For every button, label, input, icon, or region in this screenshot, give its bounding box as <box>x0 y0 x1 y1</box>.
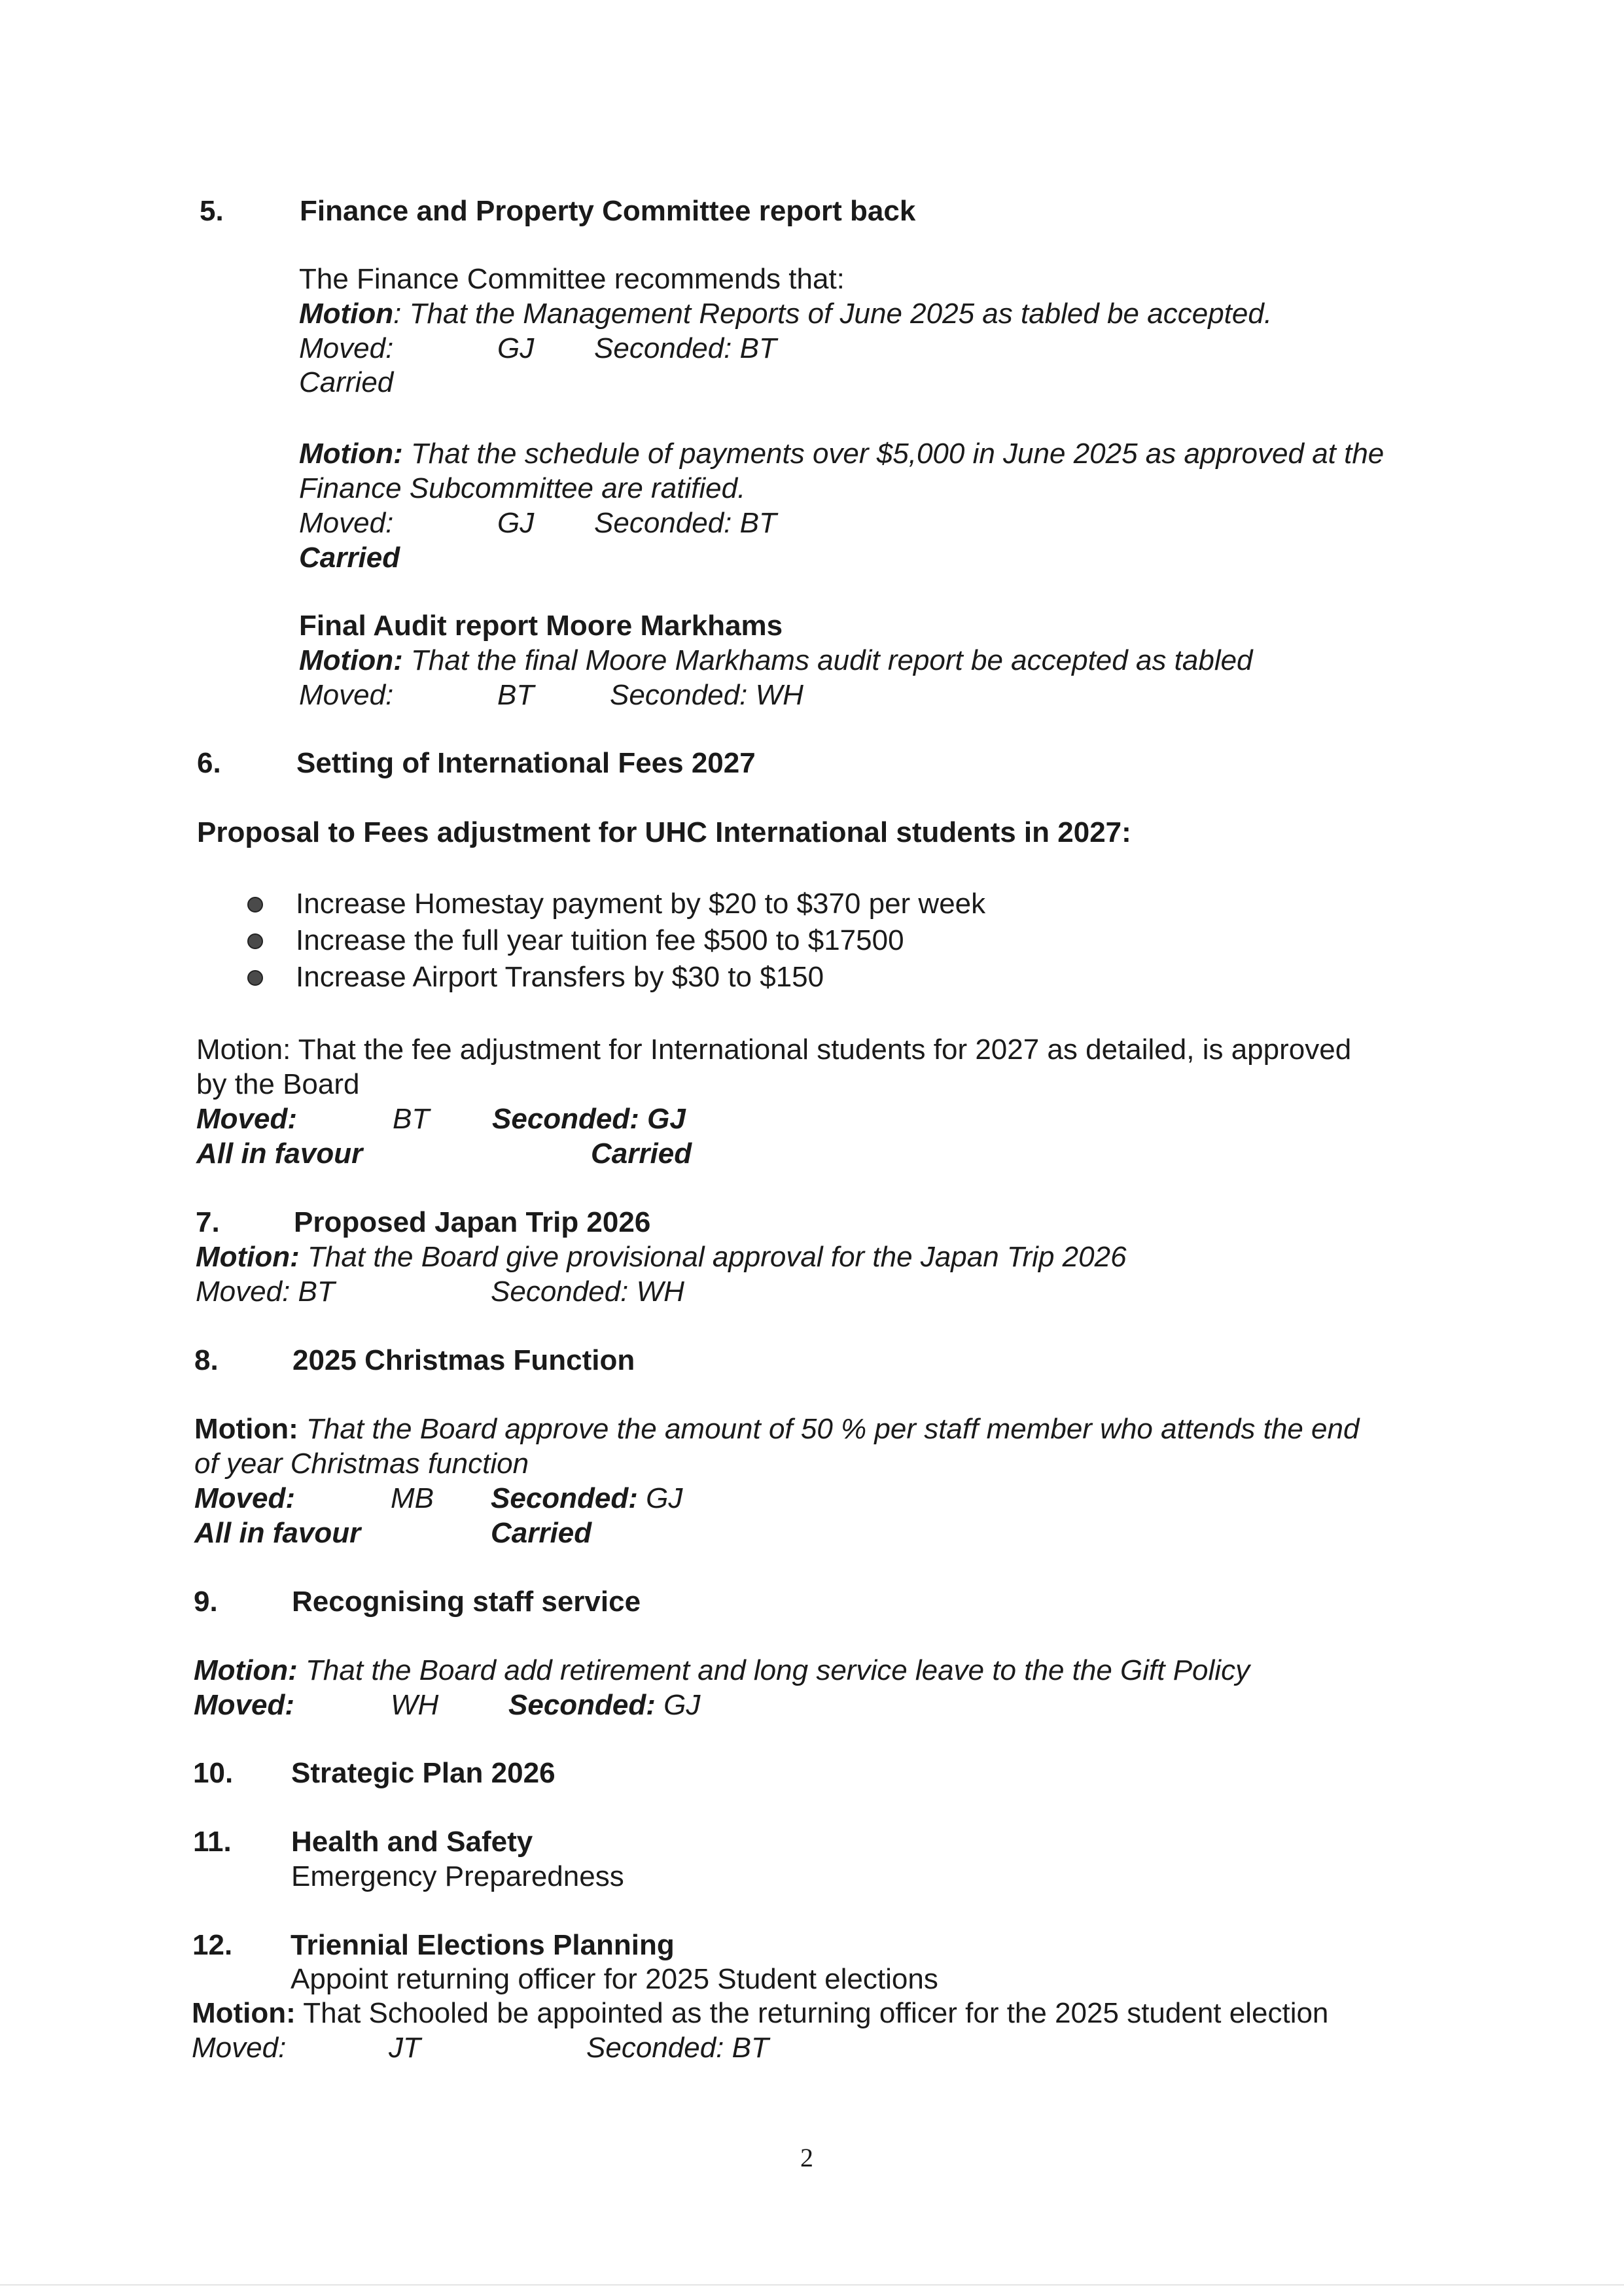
motion-label: Motion: <box>194 1413 298 1445</box>
bullet-icon <box>247 970 263 986</box>
motion-text: Motion: That the fee adjustment for International students for 2027 as detailed, is approved <box>196 1034 1352 1066</box>
motion-line <box>299 296 1272 331</box>
section-10-number: 10. <box>193 1757 234 1789</box>
bullet-icon <box>247 933 263 949</box>
vote-status: All in favour <box>194 1517 361 1549</box>
section-10-title: Strategic Plan 2026 <box>291 1757 556 1789</box>
vote-status: All in favour <box>196 1138 363 1170</box>
seconded-line <box>508 1688 700 1722</box>
moved-by: JT <box>389 2032 421 2064</box>
moved-by: Moved: BT <box>196 1276 335 1308</box>
motion-label: Motion: <box>196 1241 300 1273</box>
motion-label: Motion: <box>192 1997 296 2029</box>
seconded-line <box>491 1481 682 1516</box>
moved-label: Moved: <box>299 332 394 364</box>
section-6-title: Setting of International Fees 2027 <box>296 747 756 779</box>
seconded-by: Seconded: WH <box>610 679 803 711</box>
moved-label: Moved: <box>196 1103 297 1135</box>
seconded-by: Seconded: BT <box>594 507 777 539</box>
moved-by: MB <box>391 1482 434 1514</box>
moved-by: GJ <box>497 507 535 539</box>
motion-text-continued: Finance Subcommittee are ratified. <box>299 472 746 504</box>
motion-line <box>299 643 1253 678</box>
section-9-number: 9. <box>194 1586 218 1618</box>
seconded-by: Seconded: BT <box>586 2032 769 2064</box>
motion-line <box>192 1996 1328 2030</box>
motion-text: That the schedule of payments over $5,000 in June 2025 as approved at the <box>411 438 1385 470</box>
moved-by: WH <box>391 1689 439 1721</box>
seconded-by: GJ <box>646 1482 683 1514</box>
motion-text: That Schooled be appointed as the returning officer for the 2025 student election <box>303 1997 1329 2029</box>
section-7-title: Proposed Japan Trip 2026 <box>294 1206 651 1238</box>
section-12-number: 12. <box>192 1929 233 1961</box>
moved-label: Moved: <box>194 1482 295 1514</box>
footer-divider <box>0 2284 1624 2286</box>
seconded-by: Seconded: WH <box>491 1276 684 1308</box>
motion-text: : That the Management Reports of June 2025 as tabled be accepted. <box>393 298 1273 330</box>
audit-report-title: Final Audit report Moore Markhams <box>299 610 783 642</box>
moved-label: Moved: <box>194 1689 294 1721</box>
seconded-by: Seconded: BT <box>594 332 777 364</box>
fee-item: Increase Airport Transfers by $30 to $150 <box>296 961 824 993</box>
motion-text: That the Board approve the amount of 50 % per staff member who attends the end <box>306 1413 1360 1445</box>
motion-result: Carried <box>299 366 394 398</box>
section-8-number: 8. <box>194 1344 219 1376</box>
motion-result: Carried <box>299 542 400 574</box>
section-5-number: 5. <box>200 195 224 227</box>
fee-item: Increase Homestay payment by $20 to $370 per week <box>296 888 986 920</box>
motion-text: That the Board give provisional approval for the Japan Trip 2026 <box>308 1241 1127 1273</box>
section-6-number: 6. <box>197 747 221 779</box>
moved-label: Moved: <box>299 507 394 539</box>
page-number: 2 <box>800 2143 813 2172</box>
fees-proposal-heading: Proposal to Fees adjustment for UHC International students in 2027: <box>197 816 1131 848</box>
motion-label: Motion: <box>299 438 403 470</box>
moved-label: Moved: <box>192 2032 287 2064</box>
section-11-number: 11. <box>193 1826 232 1858</box>
moved-label: Moved: <box>299 679 394 711</box>
seconded-label: Seconded: <box>508 1689 656 1721</box>
motion-line <box>299 436 1384 471</box>
motion-result: Carried <box>591 1138 692 1170</box>
motion-text: That the Board add retirement and long service leave to the the Gift Policy <box>306 1654 1250 1686</box>
motion-text-continued: by the Board <box>196 1068 360 1100</box>
section-5-intro: The Finance Committee recommends that: <box>299 263 845 295</box>
section-12-title: Triennial Elections Planning <box>291 1929 675 1961</box>
motion-line <box>194 1653 1250 1688</box>
section-11-subtitle: Emergency Preparedness <box>291 1860 624 1892</box>
section-8-title: 2025 Christmas Function <box>292 1344 635 1376</box>
section-9-title: Recognising staff service <box>292 1586 641 1618</box>
motion-text-continued: of year Christmas function <box>194 1448 529 1480</box>
moved-by: BT <box>497 679 535 711</box>
section-7-number: 7. <box>196 1206 220 1238</box>
section-12-subtitle: Appoint returning officer for 2025 Student elections <box>291 1963 938 1995</box>
seconded-by: GJ <box>663 1689 701 1721</box>
section-11-title: Health and Safety <box>291 1826 533 1858</box>
bullet-icon <box>247 897 263 913</box>
motion-line <box>196 1240 1127 1274</box>
motion-text: That the final Moore Markhams audit report be accepted as tabled <box>411 644 1253 676</box>
moved-by: GJ <box>497 332 535 364</box>
motion-result: Carried <box>491 1517 592 1549</box>
motion-label: Motion: <box>194 1654 298 1686</box>
motion-label: Motion: <box>299 644 403 676</box>
moved-by: BT <box>393 1103 430 1135</box>
motion-label: Motion <box>299 298 394 330</box>
seconded-by: Seconded: GJ <box>492 1103 686 1135</box>
motion-line <box>194 1412 1359 1446</box>
seconded-label: Seconded: <box>491 1482 638 1514</box>
fee-item: Increase the full year tuition fee $500 to $17500 <box>296 924 904 956</box>
section-5-title: Finance and Property Committee report back <box>300 195 916 227</box>
